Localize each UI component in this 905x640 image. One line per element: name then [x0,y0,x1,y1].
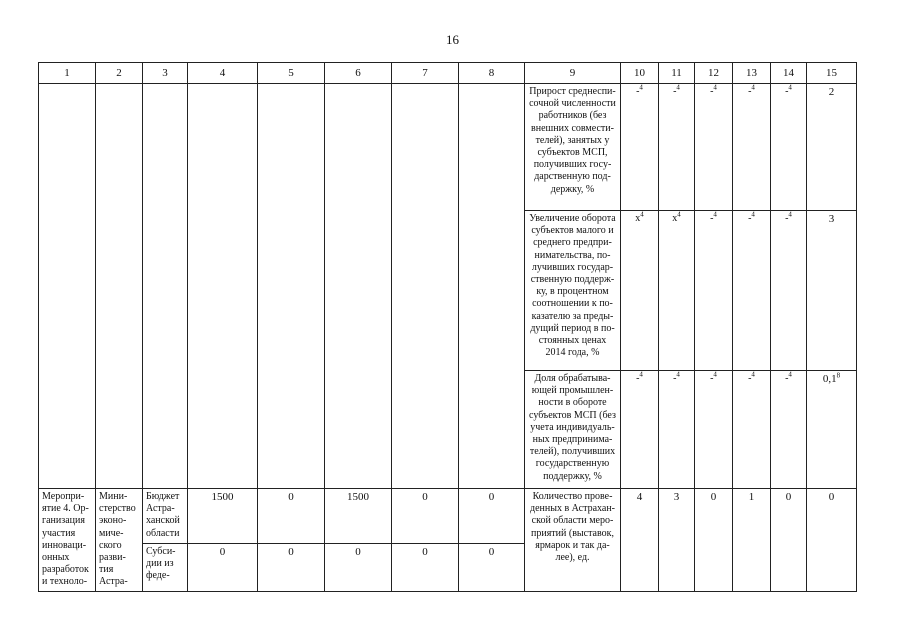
column-header: 15 [807,63,857,84]
empty-cell [39,84,96,489]
value-cell: $0,1^8$ [807,371,857,489]
column-header: 8 [459,63,525,84]
empty-cell [188,84,258,489]
empty-cell [459,84,525,489]
value-cell: 0 [258,489,325,544]
value-cell: $x^4$ [621,211,659,371]
funding-source-cell: Бюджет Астра-ханской области [143,489,188,544]
value-cell: -$^4$ [695,211,733,371]
value-cell: 0 [695,489,733,592]
value-cell: $x^4$ [659,211,695,371]
value-cell: -$^4$ [659,84,695,211]
column-header: 5 [258,63,325,84]
value-cell: -$^4$ [695,371,733,489]
value-cell: -$^4$ [771,211,807,371]
value-cell: 3 [807,211,857,371]
value-cell: 0 [459,489,525,544]
value-cell: 0 [807,489,857,592]
column-header: 7 [392,63,459,84]
indicator-cell: Прирост среднеспи-сочной численности работников (без внешних совмести-телей), занятых у субъектов МСП, получивших госу-дарственную под-держку, % [525,84,621,211]
value-cell: 2 [807,84,857,211]
value-cell: -$^4$ [621,371,659,489]
column-header: 1 [39,63,96,84]
value-cell: -$^4$ [695,84,733,211]
value-cell: 4 [621,489,659,592]
table-row [39,489,857,544]
column-header: 14 [771,63,807,84]
value-cell: 0 [392,489,459,544]
column-header: 13 [733,63,771,84]
value-cell: -$^4$ [733,84,771,211]
value-cell: -$^4$ [771,84,807,211]
value-cell: 0 [771,489,807,592]
measure-name-cell: Меропри-ятие 4. Ор-ганизация участия инноваци-онных разработок и техноло- [39,489,96,592]
empty-cell [325,84,392,489]
column-header: 9 [525,63,621,84]
indicator-cell: Увеличение оборота субъектов малого и среднего предпри-нимательства, по-лучивших государ-ственную поддерж-ку, в процентном соотношении к по-казателю за преды-дущий период в по-стоянных ценах 2014 года, % [525,211,621,371]
column-header: 11 [659,63,695,84]
value-cell: 0 [325,544,392,592]
value-cell: -$^4$ [621,84,659,211]
value-cell: 3 [659,489,695,592]
column-header: 4 [188,63,258,84]
value-cell: -$^4$ [771,371,807,489]
value-cell: 1 [733,489,771,592]
executor-cell: Мини-стерство эконо-миче-ского разви-тия Астра- [96,489,143,592]
empty-cell [258,84,325,489]
column-header: 3 [143,63,188,84]
value-cell: 0 [188,544,258,592]
value-cell: -$^4$ [659,371,695,489]
value-cell: 0 [392,544,459,592]
value-cell: 1500 [188,489,258,544]
empty-cell [96,84,143,489]
column-header: 2 [96,63,143,84]
funding-source-cell: Субси-дии из феде- [143,544,188,592]
column-header: 10 [621,63,659,84]
column-header: 6 [325,63,392,84]
value-cell: -$^4$ [733,211,771,371]
column-number-row [39,63,857,84]
value-cell: -$^4$ [733,371,771,489]
empty-cell [143,84,188,489]
column-header: 12 [695,63,733,84]
value-cell: 0 [459,544,525,592]
program-table [38,62,857,592]
indicator-cell: Количество прове-денных в Астрахан-ской области меро-приятий (выставок, ярмарок и так да-лее), ед. [525,489,621,592]
empty-cell [392,84,459,489]
page-number: 16 [446,32,459,47]
table-row [39,84,857,211]
indicator-cell: Доля обрабатыва-ющей промышлен-ности в обороте субъектов МСП (без учета индивидуаль-ных предпринима-телей), получивших государственную поддержку, % [525,371,621,489]
value-cell: 1500 [325,489,392,544]
value-cell: 0 [258,544,325,592]
